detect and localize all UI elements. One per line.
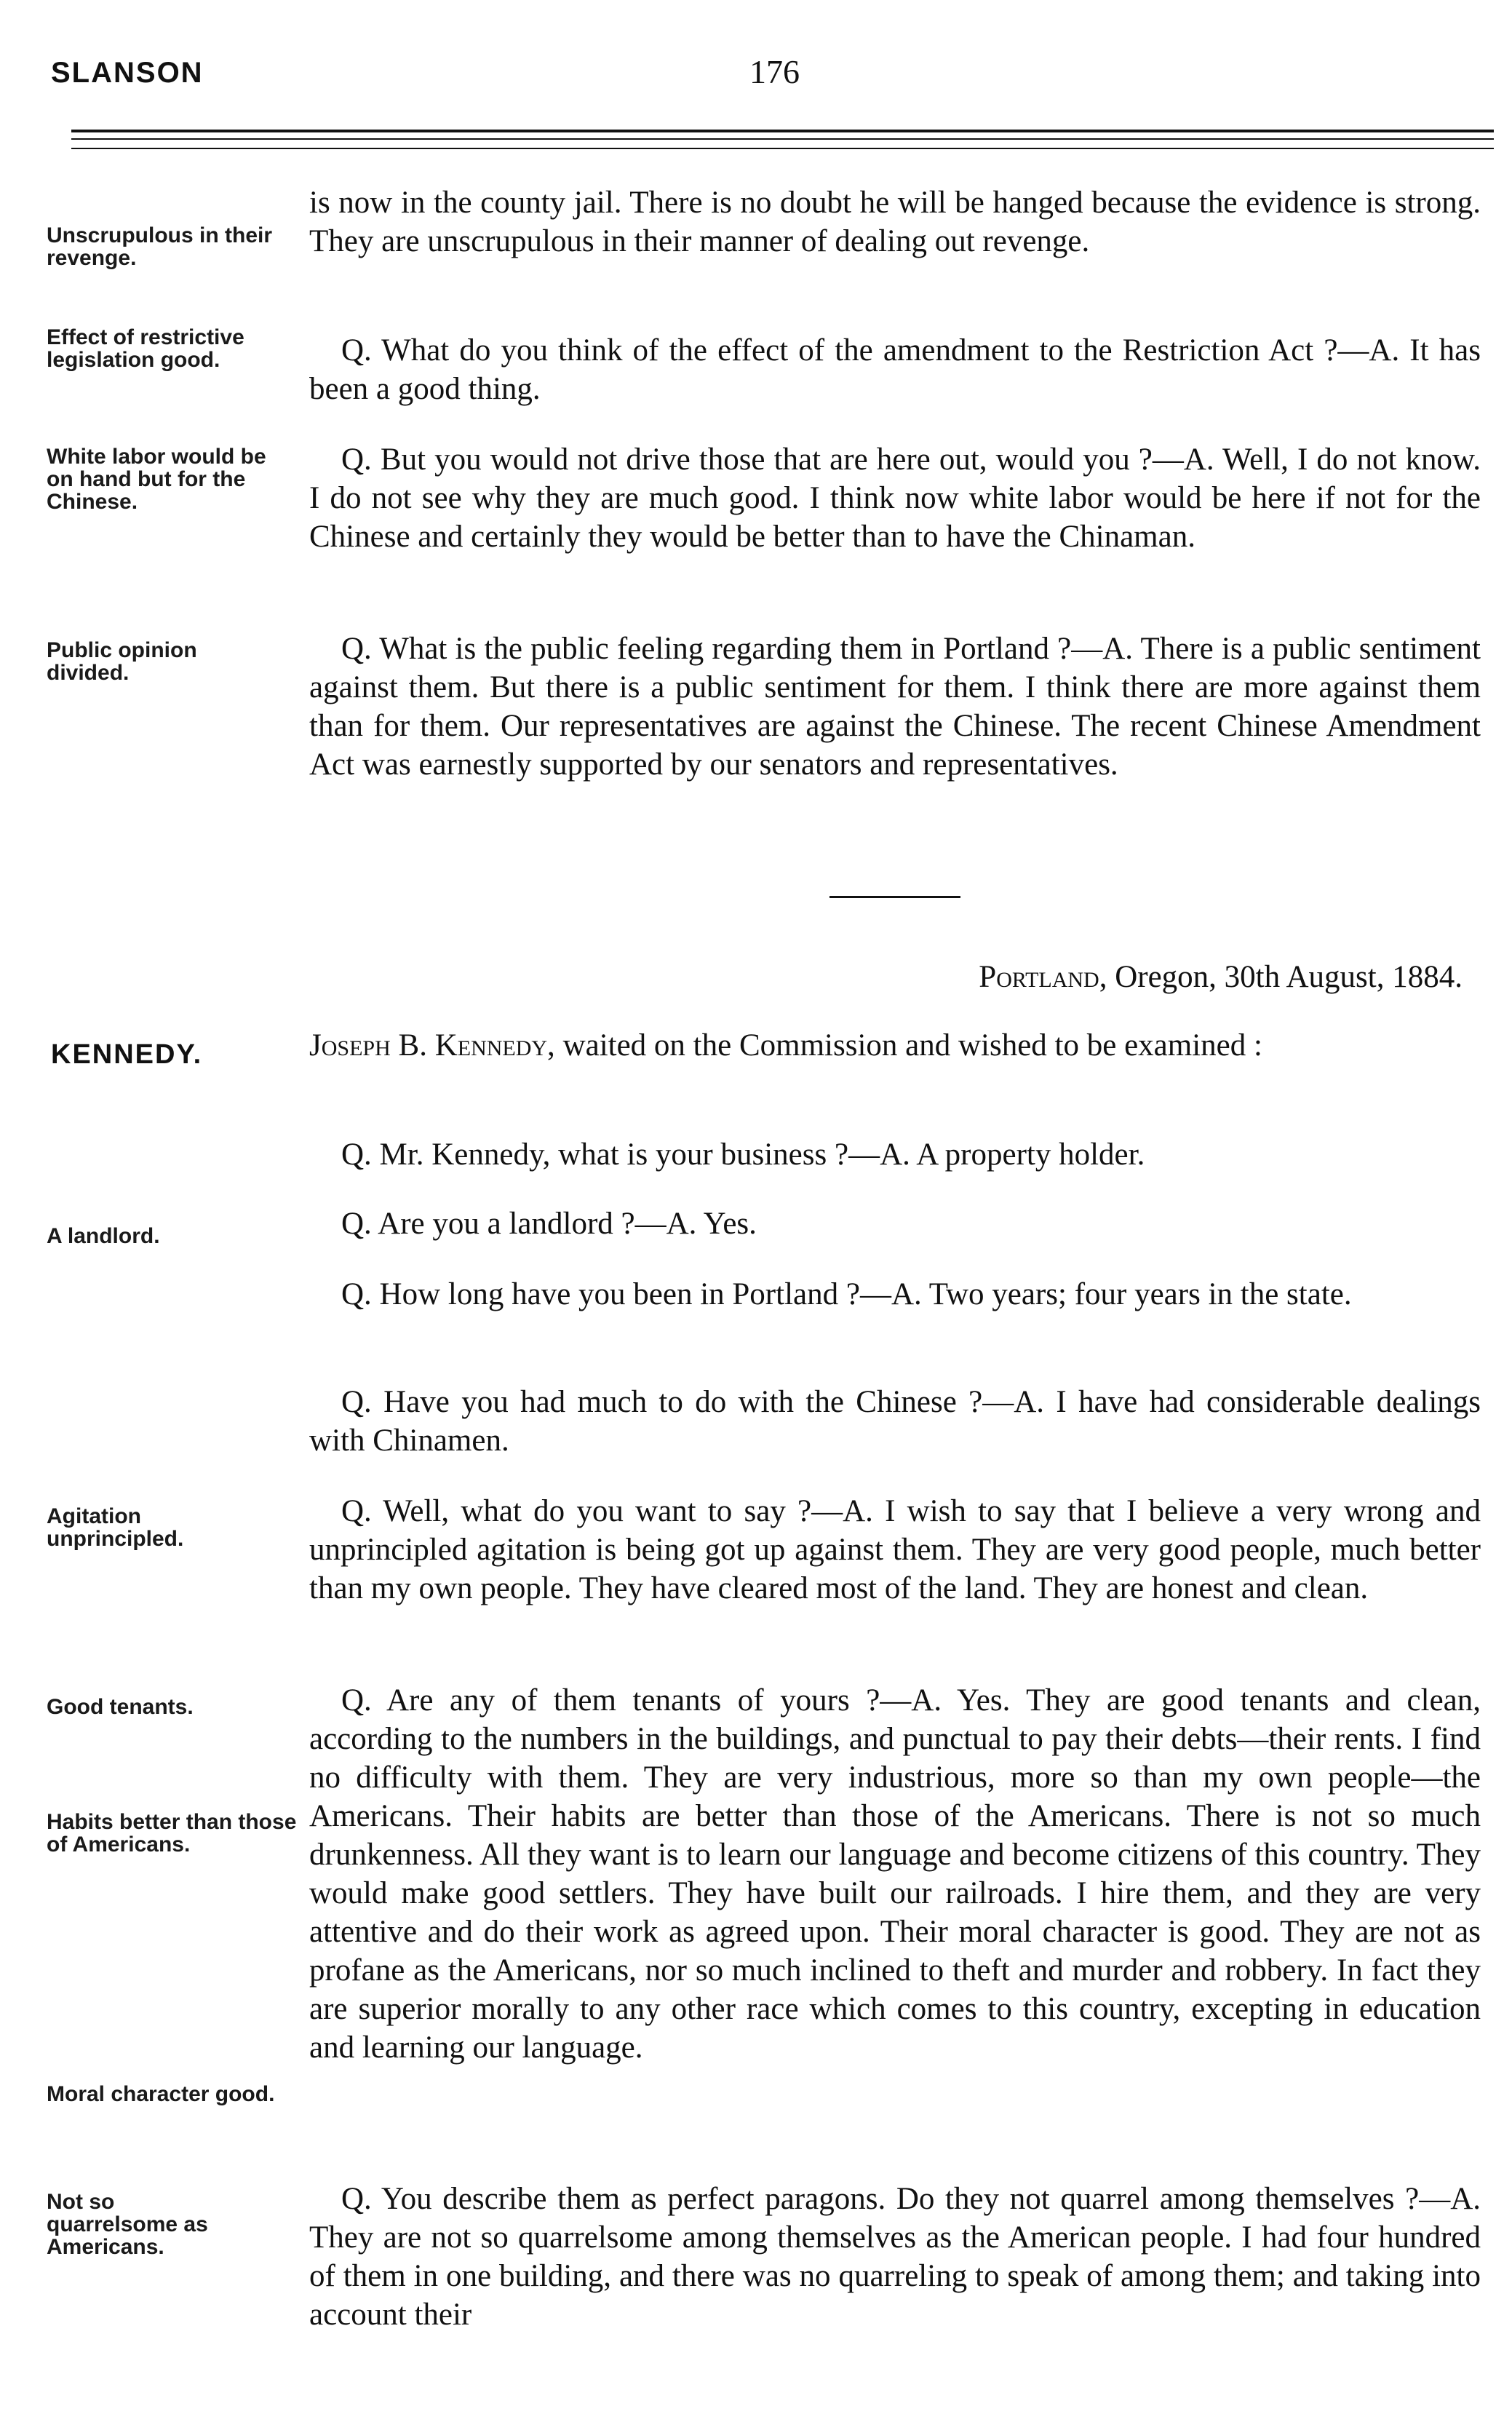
witness-intro-text: waited on the Commission and wished to be examined : — [554, 1028, 1262, 1063]
body-paragraph: Q. You describe them as perfect paragons. Do they not quarrel among themselves ?—A. They are not so quarrelsome among themselves as the American people. I had four hundred of them in one building, and there was no quarreling to speak of among them; and taking into account their — [309, 2182, 1481, 2332]
dateline — [309, 958, 1463, 996]
header-rule — [71, 148, 1494, 149]
margin-note: Good tenants. — [47, 1695, 194, 1719]
header-rule — [71, 130, 1494, 132]
dateline-date: Oregon, 30th August, 1884. — [1107, 960, 1463, 994]
header-rule — [71, 138, 1494, 140]
margin-note: Not so quarrelsome as Americans. — [47, 2190, 208, 2259]
witness-heading: KENNEDY. — [51, 1039, 203, 1070]
body-paragraph: Q. What do you think of the effect of the amendment to the Restriction Act ?—A. It has been a good thing. — [309, 333, 1481, 406]
witness-intro — [309, 1026, 1512, 1065]
page-number: 176 — [749, 53, 800, 90]
body-paragraph: is now in the county jail. There is no doubt he will be hanged because the evidence is strong. They are unscrupulous in their manner of dealing out revenge. — [309, 186, 1481, 258]
body-paragraph: Q. What is the public feeling regarding them in Portland ?—A. There is a public sentiment against them. But there is a public sentiment for them. I think there are more against them than for them. Our representatives are against the Chinese. The recent Chinese Amendment Act was earnestly supported by our senators and representatives. — [309, 632, 1481, 782]
margin-note: Habits better than those of Americans. — [47, 1810, 297, 1857]
witness-name: Joseph B. Kennedy, — [309, 1028, 555, 1063]
margin-note: Unscrupulous in their revenge. — [47, 223, 273, 270]
body-paragraph: Q. Are any of them tenants of yours ?—A. Yes. They are good tenants and clean, according to the numbers in the buildings, and punctual to pay their debts—their rents. I find no difficulty with them. They are very industrious, more so than my own people—the Americans. Their habits are better than those of the Americans. There is not so much drunkenness. All they want is to learn our language and become citizens of this country. They would make good settlers. They have built our railroads. I hire them, and they are very attentive and do their work as agreed upon. Their moral character is good. They are not as profane as the Americans, nor so much inclined to theft and murder and robbery. In fact they are superior morally to any other race which comes to this country, excepting in education and learning our language. — [309, 1683, 1481, 2065]
body-paragraph: Q. How long have you been in Portland ?—A. Two years; four years in the state. — [341, 1277, 1352, 1311]
margin-note: Public opinion divided. — [47, 638, 197, 685]
running-head-name: SLANSON — [51, 57, 204, 89]
margin-note: Agitation unprincipled. — [47, 1504, 184, 1551]
body-paragraph: Q. Are you a landlord ?—A. Yes. — [341, 1207, 757, 1241]
margin-note: Effect of restrictive legislation good. — [47, 325, 244, 372]
body-paragraph: Q. Mr. Kennedy, what is your business ?—A. A property holder. — [341, 1137, 1145, 1172]
section-divider — [829, 896, 960, 898]
margin-note: A landlord. — [47, 1224, 160, 1248]
body-paragraph: Q. Have you had much to do with the Chinese ?—A. I have had considerable dealings with Chinamen. — [309, 1385, 1481, 1458]
dateline-place: Portland, — [979, 960, 1107, 994]
body-paragraph: Q. But you would not drive those that are here out, would you ?—A. Well, I do not know. I do not see why they are much good. I think now white labor would be here if not for the Chinese and certainly they would be better than to have the Chinaman. — [309, 442, 1481, 554]
margin-note: Moral character good. — [47, 2082, 275, 2106]
body-paragraph: Q. Well, what do you want to say ?—A. I wish to say that I believe a very wrong and unprincipled agitation is being got up against them. They are very good people, much better than my own people. They have cleared most of the land. They are honest and clean. — [309, 1494, 1481, 1605]
margin-note: White labor would be on hand but for the Chinese. — [47, 445, 266, 514]
